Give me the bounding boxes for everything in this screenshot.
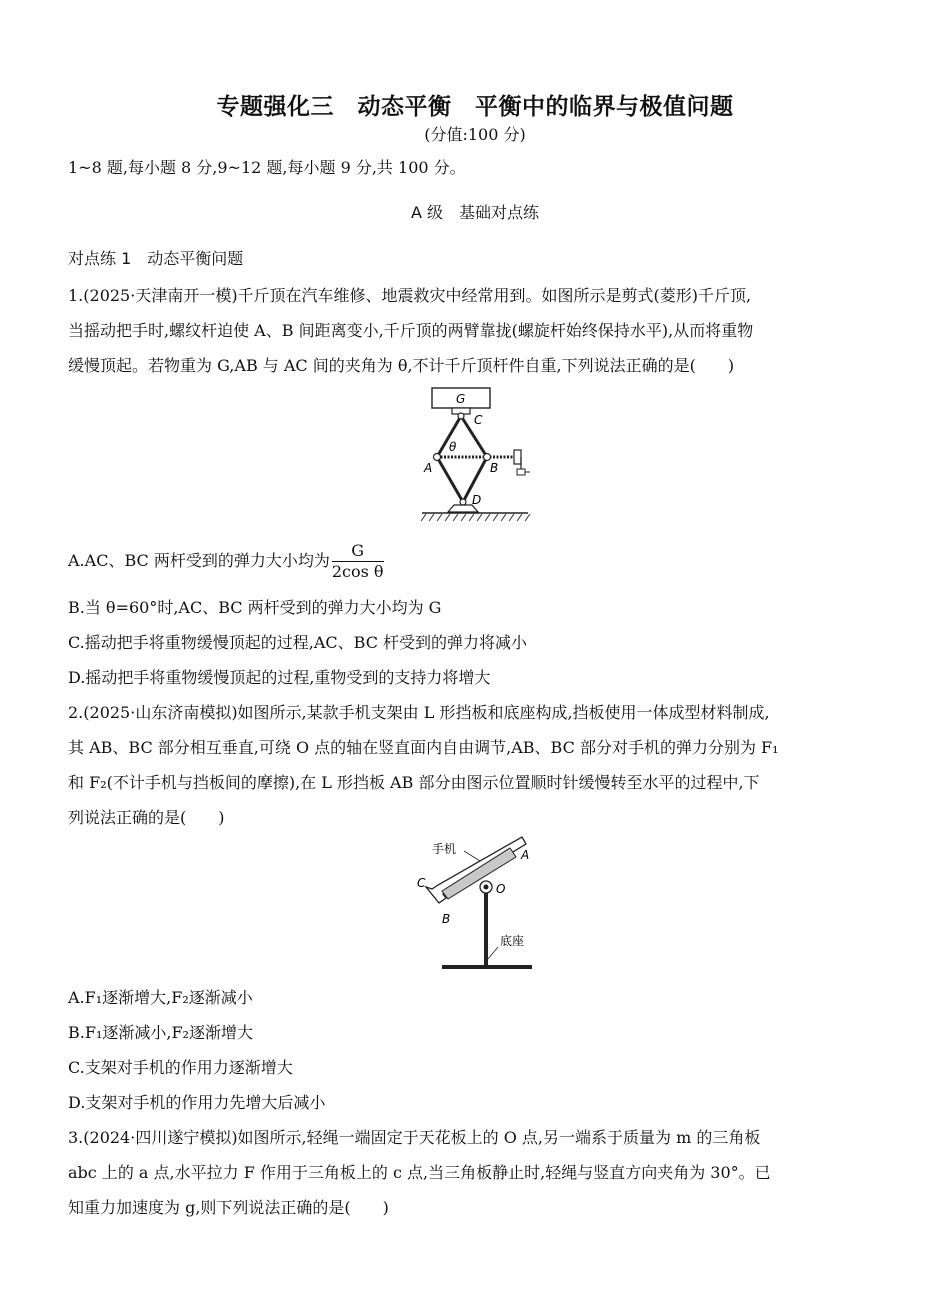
q2-option-d: D.支架对手机的作用力先增大后减小 [68,1093,326,1112]
fraction-denominator: 2cos θ [331,562,384,581]
q2-option-b: B.F₁逐渐减小,F₂逐渐增大 [68,1023,253,1042]
q1-stem-line1: 1.(2025·天津南开一模)千斤顶在汽车维修、地震救灾中经常用到。如图所示是剪式(菱形)千斤顶, [68,286,752,305]
q2-option-a: A.F₁逐渐增大,F₂逐渐减小 [68,988,253,1007]
level-heading: A 级 基础对点练 [410,203,540,222]
score-note: (分值:100 分) [424,125,526,144]
section-heading: 对点练 1 动态平衡问题 [68,249,244,268]
label-base: 底座 [500,934,525,948]
q1-option-c: C.摇动把手将重物缓慢顶起的过程,AC、BC 杆受到的弹力将减小 [68,633,528,652]
q2-stem-line1: 2.(2025·山东济南模拟)如图所示,某款手机支架由 L 形挡板和底座构成,挡板使用一体成型材料制成, [68,703,770,722]
q2-stem-line2: 其 AB、BC 部分相互垂直,可绕 O 点的轴在竖直面内自由调节,AB、BC 部分对手机的弹力分别为 F₁ [68,738,779,757]
label-G: G [456,392,466,406]
label-O: O [496,882,506,896]
label-B: B [442,912,451,926]
label-C: C [417,876,426,890]
q2-phone-stand-figure [412,835,548,975]
q1-stem-line3: 缓慢顶起。若物重为 G,AB 与 AC 间的夹角为 θ,不计千斤顶杆件自重,下列说法正确的是( ) [68,356,735,375]
q1-scissor-jack-figure [418,384,538,526]
q1-option-a-fraction [332,541,384,582]
q2-option-c: C.支架对手机的作用力逐渐增大 [68,1058,293,1077]
q1-stem-line2: 当摇动把手时,螺纹杆迫使 A、B 间距离变小,千斤顶的两臂靠拢(螺旋杆始终保持水平),从而将重物 [68,321,754,340]
label-D: D [472,493,482,507]
label-theta: θ [449,440,457,454]
label-phone: 手机 [432,842,457,856]
q2-stem-line3: 和 F₂(不计手机与挡板间的摩擦),在 L 形挡板 AB 部分由图示位置顺时针缓慢转至水平的过程中,下 [68,773,760,792]
label-A: A [424,461,433,475]
label-C: C [474,413,483,427]
q3-stem-line3: 知重力加速度为 g,则下列说法正确的是( ) [68,1198,389,1217]
q3-stem-line1: 3.(2024·四川遂宁模拟)如图所示,轻绳一端固定于天花板上的 O 点,另一端系于质量为 m 的三角板 [68,1128,761,1147]
label-A: A [521,848,530,862]
scoring-intro: 1~8 题,每小题 8 分,9~12 题,每小题 9 分,共 100 分。 [68,158,466,177]
page-title: 专题强化三 动态平衡 平衡中的临界与极值问题 [216,94,734,120]
q2-stem-line4: 列说法正确的是( ) [68,808,225,827]
label-B: B [490,461,499,475]
q3-stem-line2: abc 上的 a 点,水平拉力 F 作用于三角板上的 c 点,当三角板静止时,轻绳与竖直方向夹角为 30°。已 [68,1163,771,1182]
q1-option-d: D.摇动把手将重物缓慢顶起的过程,重物受到的支持力将增大 [68,668,491,687]
q1-option-b: B.当 θ=60°时,AC、BC 两杆受到的弹力大小均为 G [68,598,442,617]
fraction-numerator: G [332,541,384,562]
q1-option-a-text: A.AC、BC 两杆受到的弹力大小均为 [68,551,330,570]
q1-option-a [68,541,384,582]
